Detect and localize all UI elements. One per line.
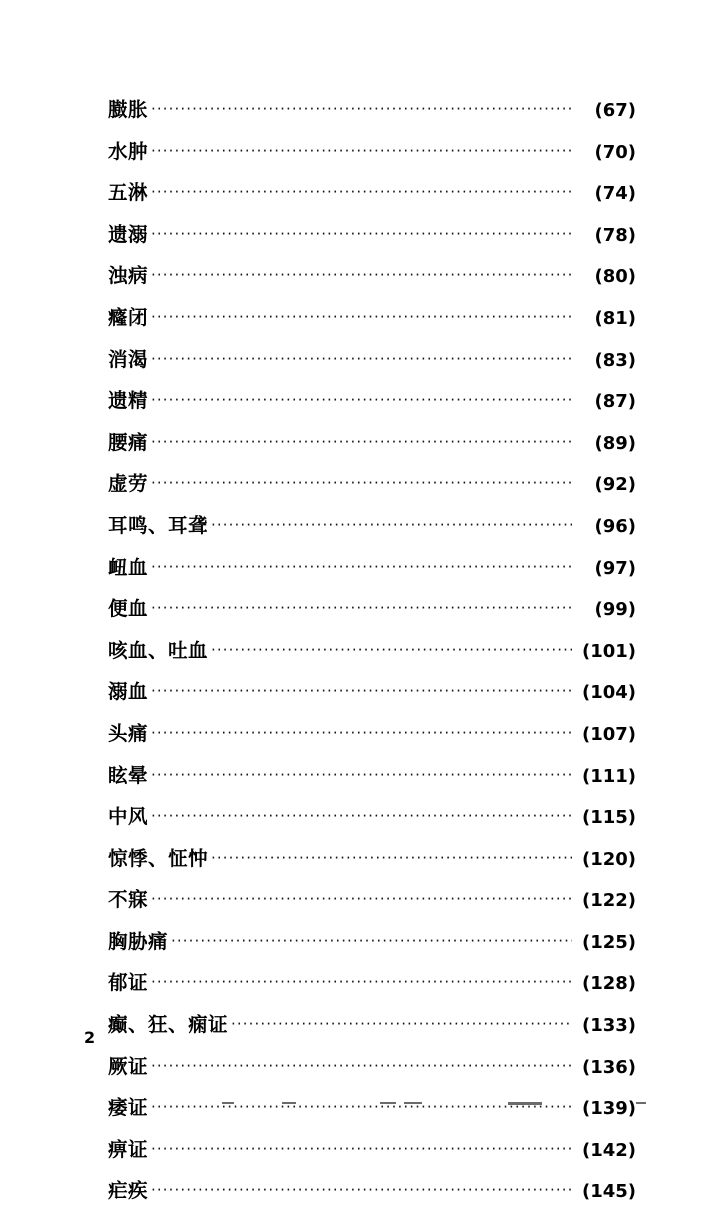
toc-entry-title: 胸胁痛 xyxy=(108,929,169,953)
toc-leader-dots xyxy=(171,934,572,948)
toc-entry-page: (92) xyxy=(594,474,636,496)
toc-entry-page: (136) xyxy=(581,1056,636,1078)
scan-artifact-marks xyxy=(0,1098,725,1110)
toc-entry-title: 癃闭 xyxy=(108,305,149,329)
toc-entry-page: (70) xyxy=(594,141,636,163)
toc-entry[interactable] xyxy=(108,763,636,808)
toc-entry[interactable] xyxy=(108,391,636,433)
toc-entry-page: (78) xyxy=(594,224,636,246)
toc-leader-dots xyxy=(151,102,572,116)
toc-entry-title: 遗精 xyxy=(108,389,149,413)
toc-entry[interactable] xyxy=(108,973,636,1015)
toc-entry[interactable] xyxy=(108,139,636,184)
toc-leader-dots xyxy=(151,1142,572,1156)
toc-entry-page: (101) xyxy=(581,640,636,662)
toc-entry-page: (139) xyxy=(581,1098,636,1120)
toc-entry-page: (133) xyxy=(581,1015,636,1037)
toc-entry-title: 虚劳 xyxy=(108,472,149,496)
toc-entry-title: 头痛 xyxy=(108,721,149,745)
toc-entry[interactable] xyxy=(108,183,636,225)
toc-entry-title: 咳血、吐血 xyxy=(108,638,209,662)
toc-entry-page: (96) xyxy=(594,515,636,537)
toc-entry[interactable] xyxy=(108,638,636,683)
toc-entry-page: (128) xyxy=(581,973,636,995)
toc-entry[interactable] xyxy=(108,890,636,932)
toc-entry[interactable] xyxy=(108,1181,636,1223)
toc-leader-dots xyxy=(151,809,572,823)
toc-leader-dots xyxy=(151,352,572,366)
toc-entry-title: 水肿 xyxy=(108,139,149,163)
toc-entry[interactable] xyxy=(108,1137,636,1182)
toc-entry[interactable] xyxy=(108,266,636,308)
toc-entry-page: (142) xyxy=(581,1139,636,1161)
table-of-contents xyxy=(108,100,636,1223)
toc-entry-title: 浊病 xyxy=(108,264,149,288)
toc-entry[interactable] xyxy=(108,721,636,766)
toc-entry-title: 不寐 xyxy=(108,888,149,912)
page-number: 2 xyxy=(84,1028,96,1047)
toc-entry-title: 中风 xyxy=(108,805,149,829)
toc-leader-dots xyxy=(151,560,572,574)
toc-leader-dots xyxy=(151,476,572,490)
toc-leader-dots xyxy=(151,393,572,407)
toc-entry-title: 疟疾 xyxy=(108,1179,149,1203)
toc-entry-page: (120) xyxy=(581,848,636,870)
toc-leader-dots xyxy=(151,768,572,782)
toc-entry[interactable] xyxy=(108,555,636,600)
toc-entry-page: (89) xyxy=(594,432,636,454)
toc-entry[interactable] xyxy=(108,1054,636,1099)
toc-entry[interactable] xyxy=(108,929,636,974)
toc-entry[interactable] xyxy=(108,1015,636,1057)
toc-entry-title: 惊悸、怔忡 xyxy=(108,846,209,870)
toc-entry-page: (74) xyxy=(594,183,636,205)
toc-leader-dots xyxy=(231,1017,572,1031)
toc-leader-dots xyxy=(151,310,572,324)
toc-leader-dots xyxy=(151,601,572,615)
toc-entry-title: 臌胀 xyxy=(108,98,149,121)
toc-entry[interactable] xyxy=(108,513,636,558)
toc-entry-title: 厥证 xyxy=(108,1054,149,1078)
toc-leader-dots xyxy=(151,1059,572,1073)
toc-entry[interactable] xyxy=(108,599,636,641)
toc-entry-page: (104) xyxy=(581,682,636,704)
toc-leader-dots xyxy=(151,1183,572,1197)
toc-entry-title: 便血 xyxy=(108,597,149,621)
toc-leader-dots xyxy=(151,684,572,698)
toc-leader-dots xyxy=(211,518,572,532)
toc-entry-page: (122) xyxy=(581,890,636,912)
toc-entry-page: (99) xyxy=(594,599,636,621)
toc-entry-title: 腰痛 xyxy=(108,430,149,454)
toc-entry-title: 消渴 xyxy=(108,347,149,371)
toc-leader-dots xyxy=(151,227,572,241)
toc-entry-title: 五淋 xyxy=(108,181,149,205)
toc-entry-title: 郁证 xyxy=(108,971,149,995)
toc-entry-title: 痿证 xyxy=(108,1096,149,1120)
toc-entry-title: 耳鸣、耳聋 xyxy=(108,513,209,537)
toc-entry-title: 眩晕 xyxy=(108,763,149,787)
toc-entry[interactable] xyxy=(108,100,636,142)
toc-leader-dots xyxy=(151,268,572,282)
toc-entry-page: (111) xyxy=(581,765,636,787)
toc-leader-dots xyxy=(151,726,572,740)
toc-entry[interactable] xyxy=(108,222,636,267)
toc-entry-title: 衄血 xyxy=(108,555,149,579)
toc-entry[interactable] xyxy=(108,682,636,724)
toc-leader-dots xyxy=(211,851,572,865)
toc-entry-title: 痹证 xyxy=(108,1137,149,1161)
toc-leader-dots xyxy=(151,144,572,158)
toc-entry-title: 癫、狂、痫证 xyxy=(108,1013,229,1037)
toc-leader-dots xyxy=(151,185,572,199)
toc-entry-page: (87) xyxy=(594,391,636,413)
toc-entry-page: (80) xyxy=(594,266,636,288)
toc-entry-page: (107) xyxy=(581,723,636,745)
toc-entry[interactable] xyxy=(108,807,636,849)
toc-entry[interactable] xyxy=(108,347,636,392)
toc-entry-title: 溺血 xyxy=(108,680,149,704)
toc-leader-dots xyxy=(211,643,572,657)
toc-entry-page: (83) xyxy=(594,349,636,371)
toc-entry-page: (81) xyxy=(594,307,636,329)
toc-entry[interactable] xyxy=(108,846,636,891)
toc-entry-page: (145) xyxy=(581,1181,636,1203)
toc-entry-page: (125) xyxy=(581,931,636,953)
toc-leader-dots xyxy=(151,435,572,449)
toc-entry-title: 遗溺 xyxy=(108,222,149,246)
toc-entry-page: (115) xyxy=(581,807,636,829)
toc-entry[interactable] xyxy=(108,305,636,350)
toc-entry-page: (97) xyxy=(594,557,636,579)
toc-entry-page: (67) xyxy=(594,100,636,121)
toc-entry[interactable] xyxy=(108,474,636,516)
toc-entry[interactable] xyxy=(108,430,636,475)
toc-leader-dots xyxy=(151,975,572,989)
toc-leader-dots xyxy=(151,892,572,906)
